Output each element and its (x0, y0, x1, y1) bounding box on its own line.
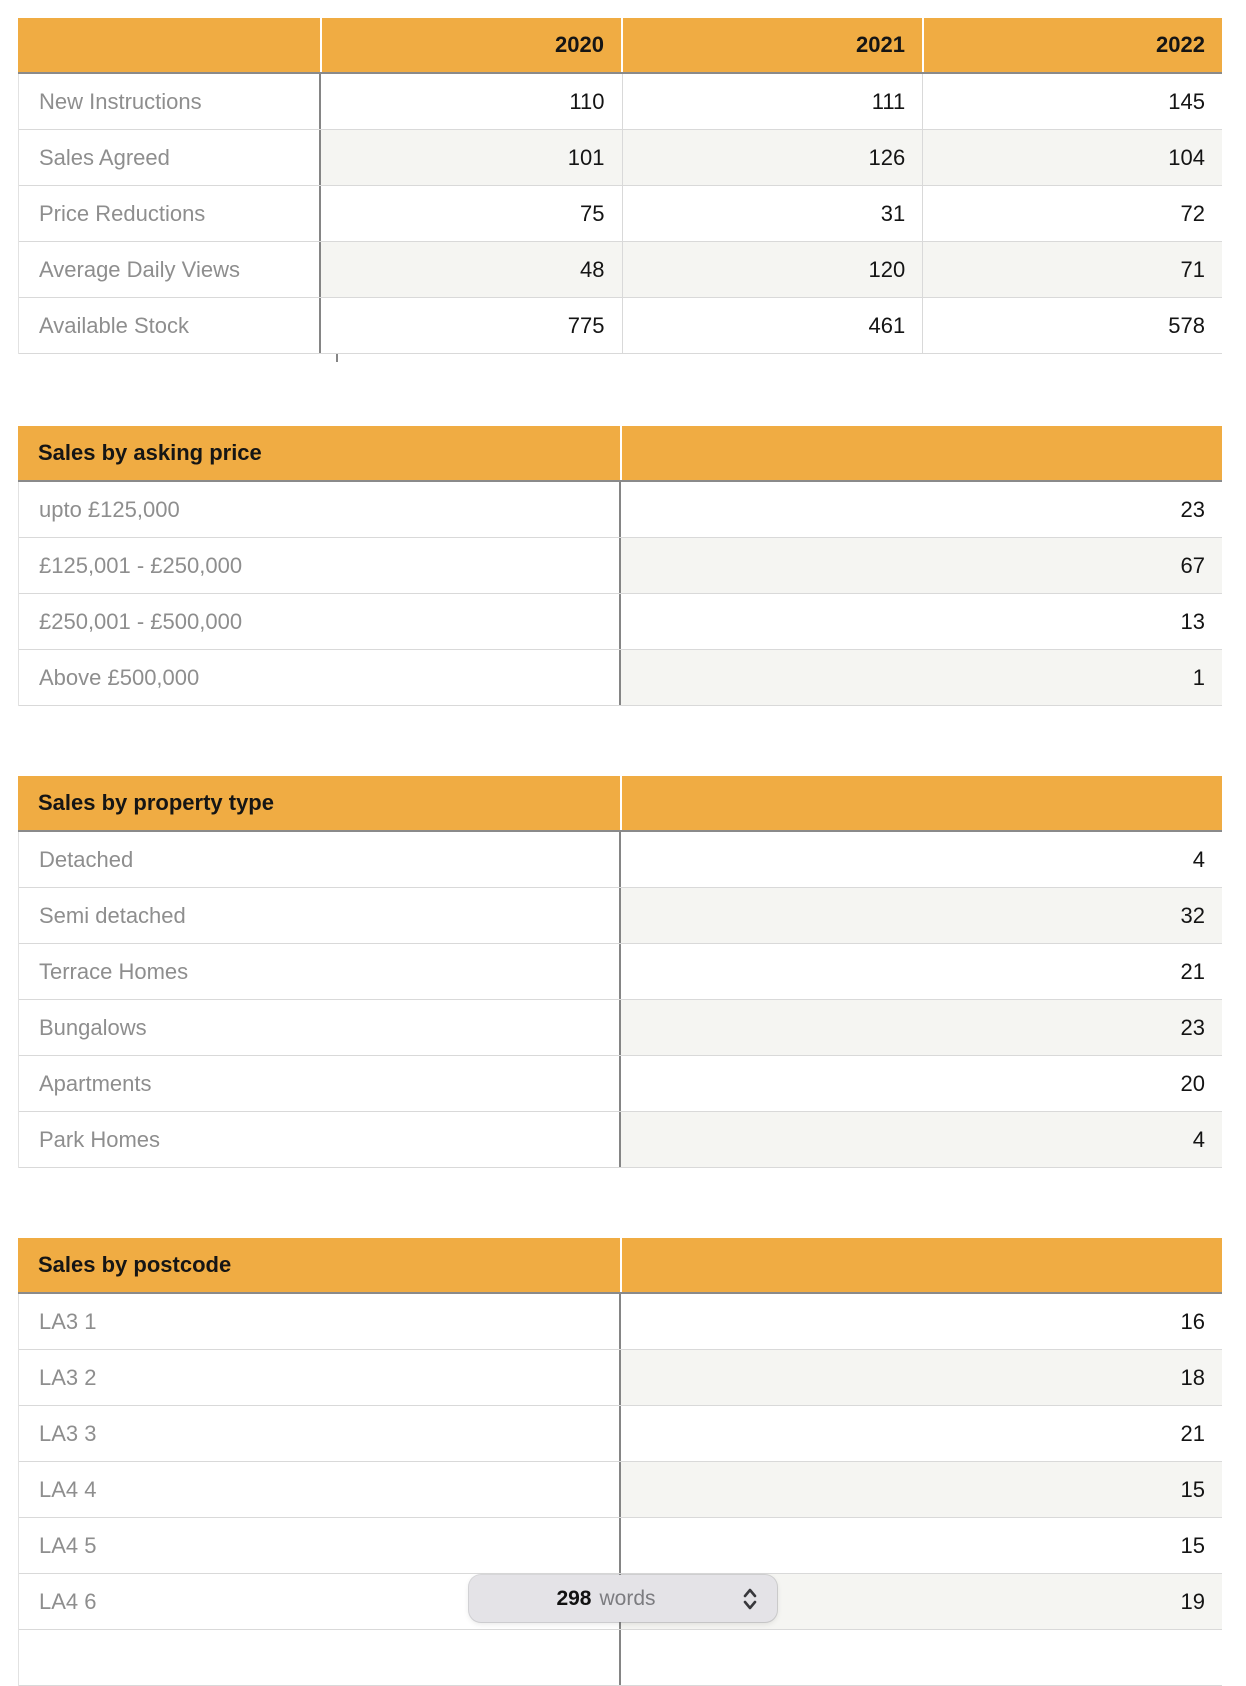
row-value: 71 (922, 242, 1222, 297)
row-value: 75 (321, 186, 622, 241)
row-label: LA4 5 (19, 1518, 621, 1573)
row-label: Average Daily Views (19, 242, 321, 297)
row-label: Terrace Homes (19, 944, 621, 999)
row-label: £125,001 - £250,000 (19, 538, 621, 593)
table-title: Sales by asking price (38, 440, 262, 465)
row-label: New Instructions (19, 74, 321, 129)
yearly-metrics-table (18, 18, 1222, 354)
row-label (19, 1630, 621, 1685)
row-value: 104 (922, 130, 1222, 185)
header-cell-blank (620, 426, 1222, 480)
table-title: Sales by postcode (38, 1252, 232, 1277)
header-cell-blank (620, 1238, 1222, 1292)
row-label: LA3 2 (19, 1350, 621, 1405)
row-label: Park Homes (19, 1112, 621, 1167)
table-row (19, 1112, 1222, 1168)
row-value: 4 (621, 1112, 1223, 1167)
row-value: 16 (621, 1294, 1223, 1349)
row-label: Above £500,000 (19, 650, 621, 705)
table-row (19, 888, 1222, 944)
row-value: 23 (621, 482, 1223, 537)
table-header-row (18, 18, 1222, 74)
row-value: 32 (621, 888, 1223, 943)
row-value: 775 (321, 298, 622, 353)
word-count-pill[interactable] (469, 1575, 777, 1622)
row-label: £250,001 - £500,000 (19, 594, 621, 649)
document-page (18, 18, 1222, 1686)
table-row (19, 1000, 1222, 1056)
row-value: 23 (621, 1000, 1223, 1055)
table-row (19, 944, 1222, 1000)
row-value: 101 (321, 130, 622, 185)
year-column-header-2022: 2022 (922, 18, 1222, 72)
row-label: LA4 4 (19, 1462, 621, 1517)
row-value: 461 (622, 298, 923, 353)
row-value: 15 (621, 1518, 1223, 1573)
row-value: 67 (621, 538, 1223, 593)
sales-by-asking-price-table (18, 426, 1222, 706)
table-row (19, 1294, 1222, 1350)
table-row (19, 242, 1222, 298)
table-row (19, 1406, 1222, 1462)
row-label: Detached (19, 832, 621, 887)
table-header-row (18, 776, 1222, 832)
table-row (19, 538, 1222, 594)
row-value: 18 (621, 1350, 1223, 1405)
row-value: 31 (622, 186, 923, 241)
row-value: 19 (621, 1574, 1223, 1629)
row-value: 111 (622, 74, 923, 129)
table-row (19, 74, 1222, 130)
row-value: 13 (621, 594, 1223, 649)
row-value: 72 (922, 186, 1222, 241)
row-label: LA4 6 (19, 1574, 621, 1629)
sales-by-property-type-table (18, 776, 1222, 1168)
row-value (621, 1630, 1223, 1685)
table-row (19, 186, 1222, 242)
table-title: Sales by property type (38, 790, 274, 815)
row-label: Apartments (19, 1056, 621, 1111)
table-row (19, 1056, 1222, 1112)
row-label: Semi detached (19, 888, 621, 943)
row-value: 21 (621, 944, 1223, 999)
table-row (19, 594, 1222, 650)
table-row (19, 832, 1222, 888)
header-cell-blank (620, 776, 1222, 830)
row-label: Sales Agreed (19, 130, 321, 185)
table-row (19, 650, 1222, 706)
table-row (19, 298, 1222, 354)
table-row (19, 482, 1222, 538)
row-value: 1 (621, 650, 1223, 705)
row-label: LA3 1 (19, 1294, 621, 1349)
word-count-text (556, 1587, 689, 1611)
row-label: Bungalows (19, 1000, 621, 1055)
word-count-value: 298 (556, 1586, 592, 1610)
row-label: Price Reductions (19, 186, 321, 241)
row-label: upto £125,000 (19, 482, 621, 537)
row-label: Available Stock (19, 298, 321, 353)
table-row (19, 1462, 1222, 1518)
row-value: 126 (622, 130, 923, 185)
row-value: 20 (621, 1056, 1223, 1111)
table-header-row (18, 1238, 1222, 1294)
row-value: 110 (321, 74, 622, 129)
row-value: 21 (621, 1406, 1223, 1461)
row-value: 4 (621, 832, 1223, 887)
row-value: 120 (622, 242, 923, 297)
row-value: 145 (922, 74, 1222, 129)
table-header-row (18, 426, 1222, 482)
row-label: LA3 3 (19, 1406, 621, 1461)
row-value: 15 (621, 1462, 1223, 1517)
table-row (19, 1518, 1222, 1574)
word-count-unit-label: words (599, 1586, 656, 1610)
table-row (19, 1350, 1222, 1406)
row-value: 48 (321, 242, 622, 297)
table-row (19, 1630, 1222, 1686)
row-value: 578 (922, 298, 1222, 353)
table-row (19, 130, 1222, 186)
up-down-chevron-icon[interactable] (739, 1584, 761, 1614)
year-column-header-2020: 2020 (320, 18, 621, 72)
year-column-header-2021: 2021 (621, 18, 922, 72)
header-cell-blank (18, 18, 320, 72)
